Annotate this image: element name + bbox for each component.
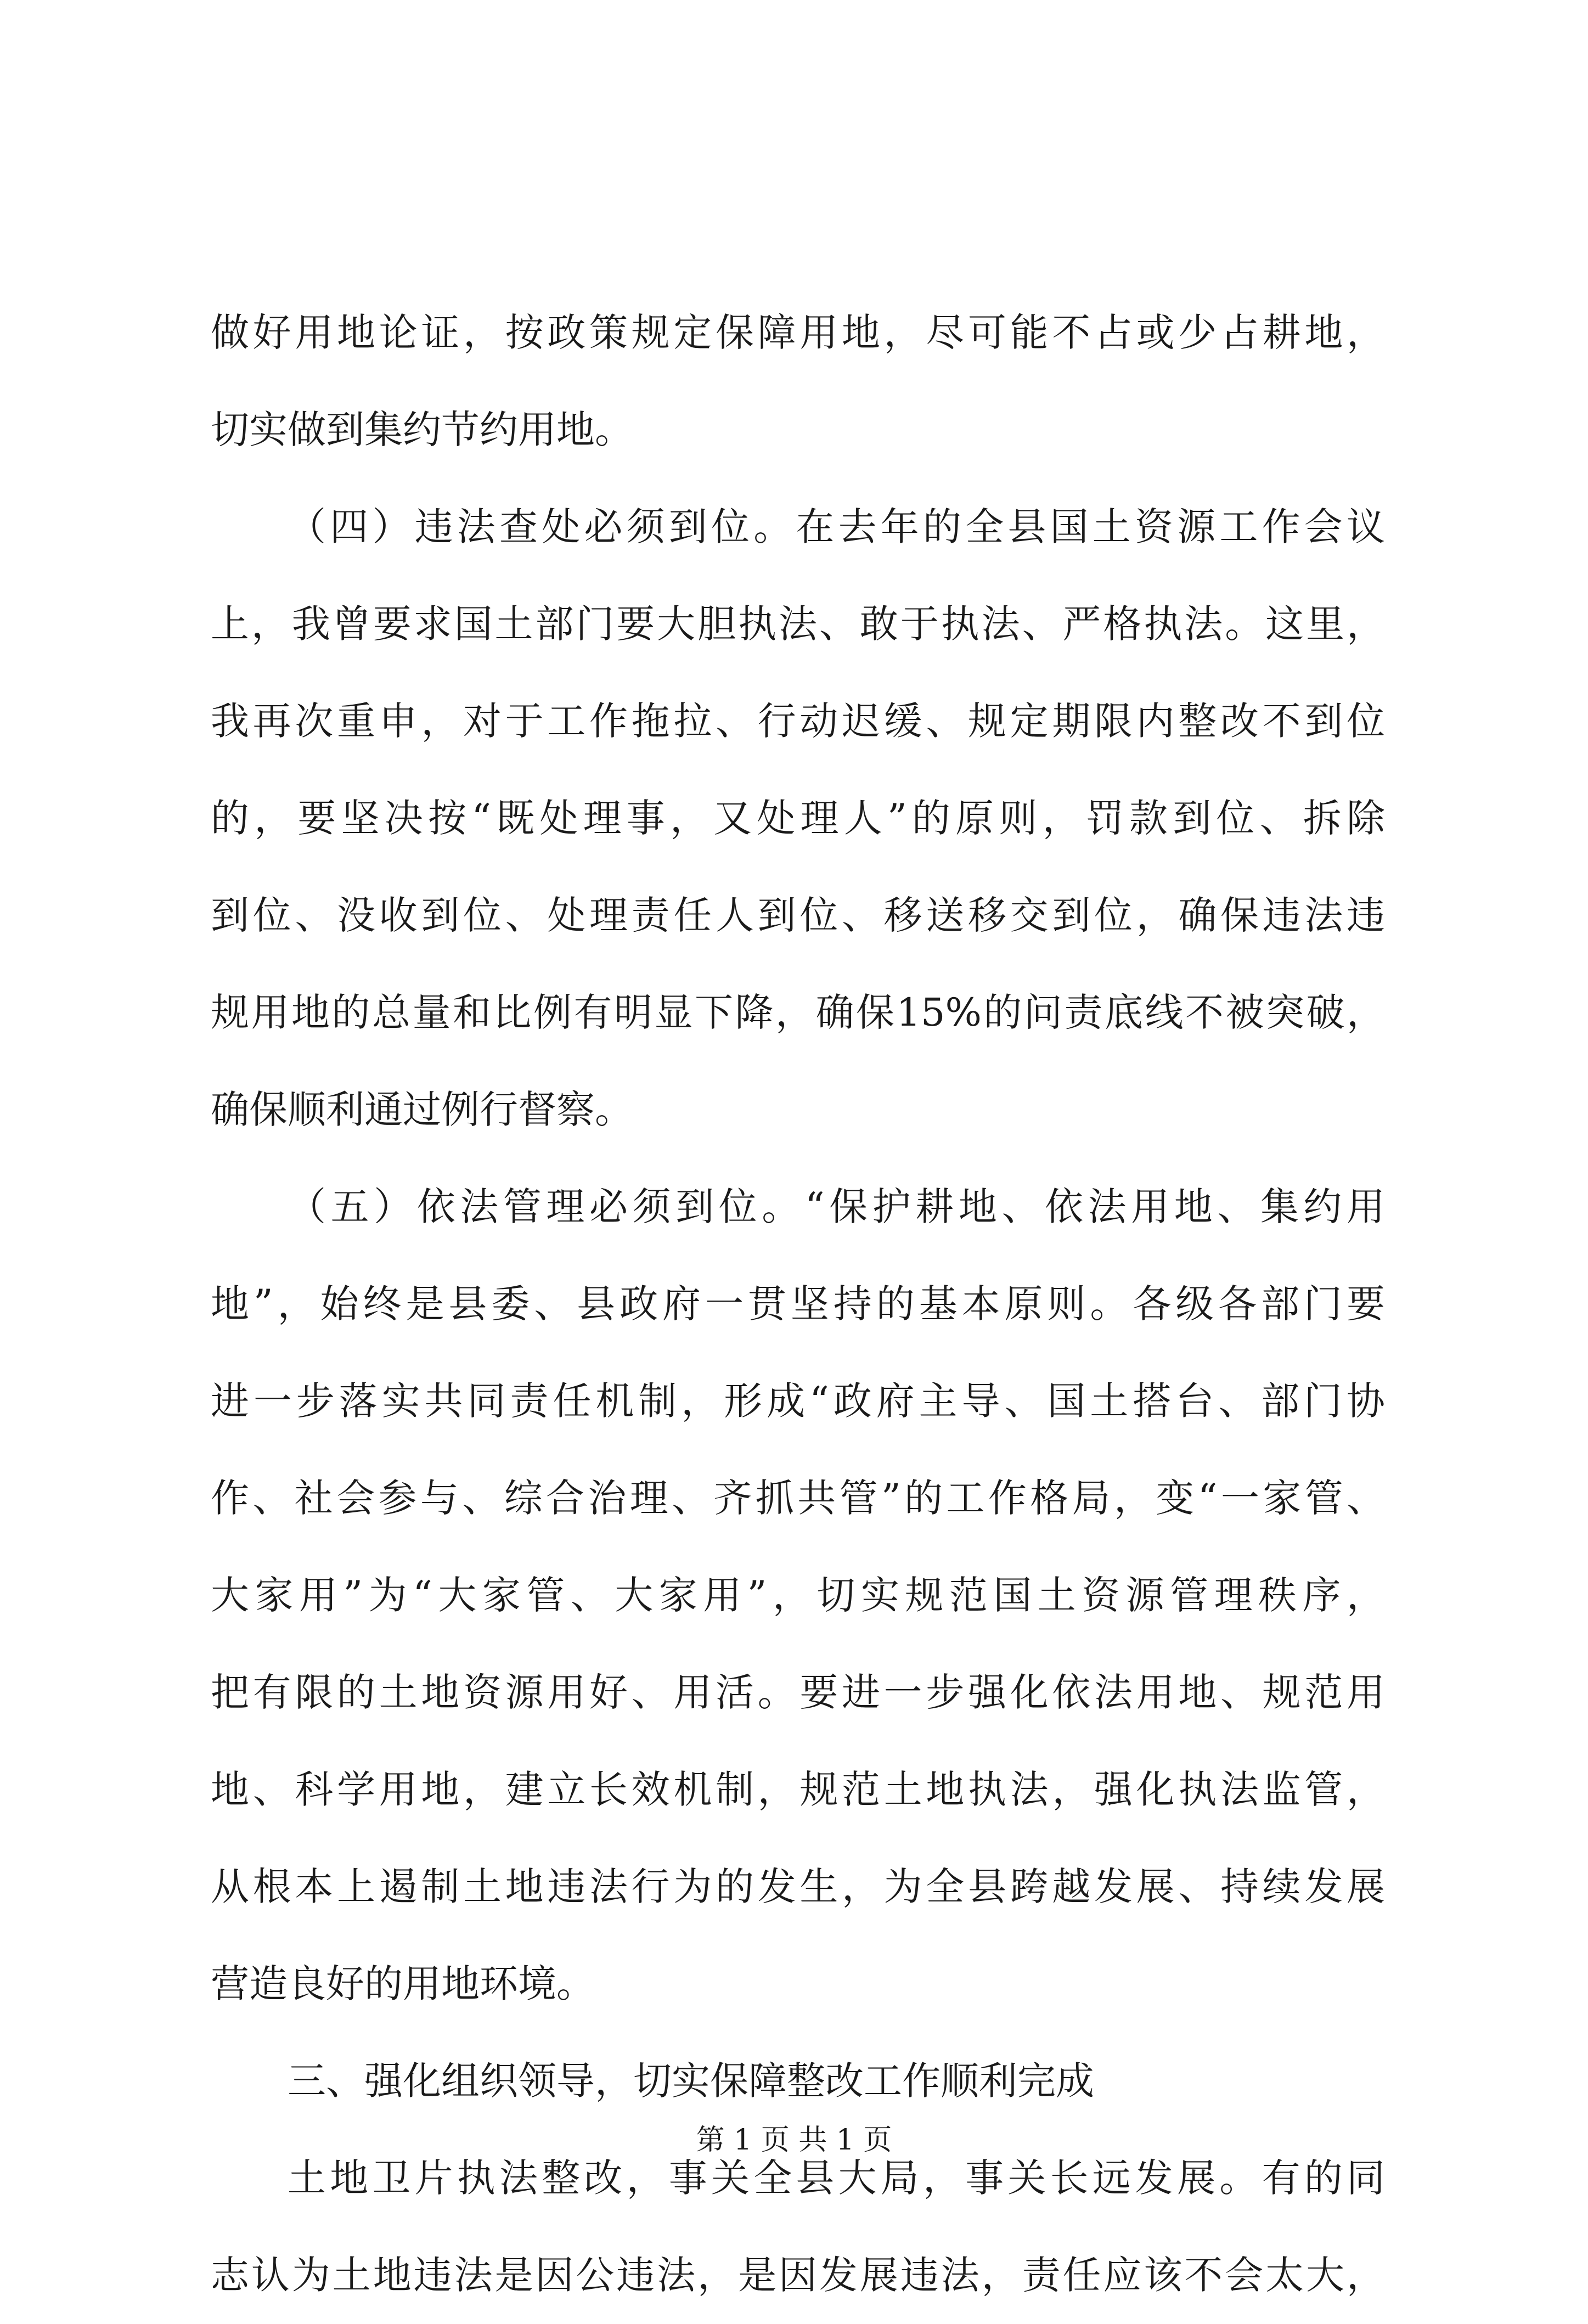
- text-line: 三、强化组织领导，切实保障整改工作顺利完成: [288, 2058, 1094, 2103]
- text-line: 我再次重申，对于工作拖拉、行动迟缓、规定期限内整改不到位: [211, 699, 1385, 744]
- text-line: 从根本上遏制土地违法行为的发生，为全县跨越发展、持续发展: [211, 1864, 1385, 1909]
- text-line: 土地卫片执法整改，事关全县大局，事关长远发展。有的同: [288, 2156, 1385, 2201]
- text-line: 把有限的土地资源用好、用活。要进一步强化依法用地、规范用: [211, 1670, 1385, 1715]
- text-line: 志认为土地违法是因公违法，是因发展违法，责任应该不会太大，: [211, 2253, 1385, 2298]
- page-footer: 第 1 页 共 1 页: [696, 2124, 892, 2157]
- text-line: 营造良好的用地环境。: [211, 1961, 595, 2006]
- text-line: 规用地的总量和比例有明显下降，确保15%的问责底线不被突破，: [211, 990, 1385, 1035]
- text-line: 地、科学用地，建立长效机制，规范土地执法，强化执法监管，: [211, 1767, 1385, 1812]
- text-line: （五）依法管理必须到位。“保护耕地、依法用地、集约用: [288, 1184, 1385, 1229]
- text-line: 大家用”为“大家管、大家用”，切实规范国土资源管理秩序，: [211, 1573, 1385, 1618]
- text-line: 进一步落实共同责任机制，形成“政府主导、国土搭台、部门协: [211, 1378, 1385, 1423]
- text-line: 切实做到集约节约用地。: [211, 407, 633, 452]
- text-line: （四）违法查处必须到位。在去年的全县国土资源工作会议: [288, 504, 1385, 549]
- text-line: 地”，始终是县委、县政府一贯坚持的基本原则。各级各部门要: [211, 1281, 1385, 1326]
- text-line: 作、社会参与、综合治理、齐抓共管”的工作格局，变“一家管、: [211, 1476, 1385, 1521]
- text-line: 的，要坚决按“既处理事，又处理人”的原则，罚款到位、拆除: [211, 796, 1385, 841]
- text-line: 上，我曾要求国土部门要大胆执法、敢于执法、严格执法。这里，: [211, 601, 1385, 646]
- text-line: 确保顺利通过例行督察。: [211, 1087, 633, 1132]
- document-body: [211, 284, 1385, 2324]
- text-line: 做好用地论证，按政策规定保障用地，尽可能不占或少占耕地，: [211, 310, 1385, 355]
- text-line: 到位、没收到位、处理责任人到位、移送移交到位，确保违法违: [211, 893, 1385, 938]
